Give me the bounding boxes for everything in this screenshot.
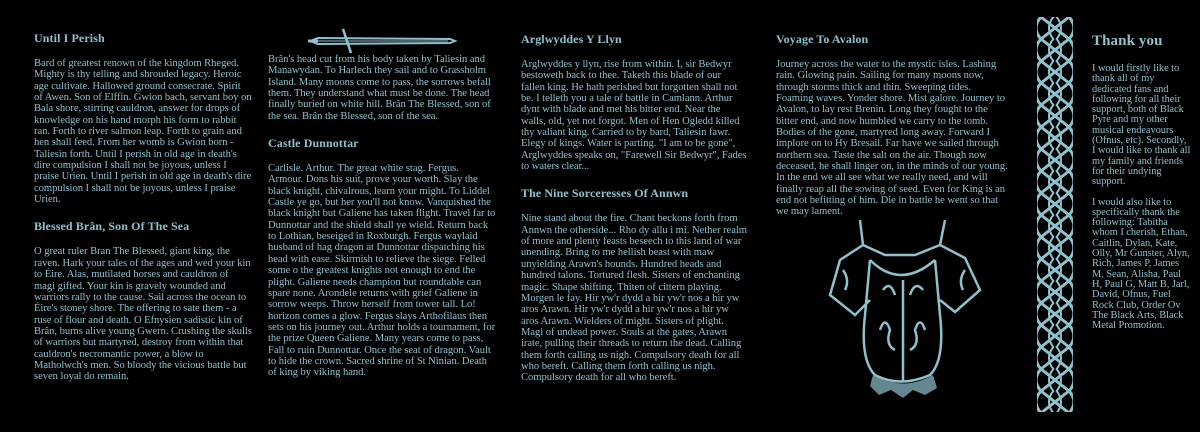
column-1 [34, 31, 252, 397]
song-title: Until I Perish [34, 31, 105, 45]
song-title: Castle Dunnottar [268, 136, 359, 151]
song-lyrics-continued: Brân's head cut from his body taken by Taliesin and Manawydan. To Harlech they sail and to Grassholm Island. Many moons come to pass, the sorrows befall them. They understand what must be done. The head finally buried on white hill. Brân The Blessed, son of the sea. Brân the Blessed, son of the sea. [268, 54, 491, 122]
song-lyrics: Carlisle. Arthur. The great white stag. Fergus. Armour. Dons his suit, prove your worth. Slay the black knight, chivalrous, learn your might. To Liddel Castle ye go, but her you'll not know. Vanquished the black knight but Galiene has taken flight. Travel far to Dunnottar and the shield shall ye wield. Return back to Lothian, beseiged in Roxburgh. Fergus waylaid husband of hag dragon at Dunnottar dispatching his head with ease. Skirmish to relieve the siege. Felled some o the greatest knights not enough to end the plight. Galiene needs champion but roundtable can spare none. Arondele returns with grief Galiene in sorrow weeps. Throw herself from tower tall. Lo! horizon comes a glow. Fergus slays Arthofilaus then sets on his journey out. Arthur holds a tournament, for the prize Queen Galiene. Many years come to pass, Fall to ruin Dunnottar. Once the seat of dragon. Vault to hide the crown. Sacred shrine of St Ninian. Death of king by viking hand. [268, 163, 496, 379]
celtic-knot-border [1037, 17, 1073, 412]
thank-you-title: Thank you [1092, 33, 1163, 49]
song-lyrics: O great ruler Bran The Blessed, giant king, the raven. Hark your tales of the ages and wed your kin to Éire. Alas, mutilated horses and cauldron of magi gifted. Your kin is gravely wounded and warriors rally to the cause. Sail across the ocean to Éire's stoney shore. The offering to sate them - a ruse of flour and death. O Efnysien sadistic kin of Brân, burns alive young Gwern. Crushing the skulls of warriors but martyred, destroy from within that cauldron's necromantic power, a blow to Matholwch's men. So bloody the vicious battle but seven loyal do remain. [34, 246, 252, 383]
sword-icon [308, 26, 458, 56]
song-title: Blessed Brân, Son Of The Sea [34, 219, 190, 234]
song-title: Voyage To Avalon [776, 32, 869, 46]
song-lyrics: Arglwyddes y llyn, rise from within. I, sir Bedwyr bestoweth back to thee. Taketh this blade of our fallen king. He hath perished but forgotten shall not be. I telleth you a tale of battle in Camlann. Arthur dynt with blade and met his bitter end. Near the walls, old, yet not forgot. Men of Hen Ogledd killed thy valiant king. Carried to by bard, Taliesin fawr. Elegy of kings. Water is parting. "I am to be gone", Arglwyddes speaks on, "Farewell Sir Bedwyr", Fades to waters clear... [521, 59, 747, 173]
song-lyrics: Journey across the water to the mystic isles. Lashing rain. Glowing pain. Sailing for many moons now, through storms thick and thin. Sweeping tides. Foaming waves. Yonder shore. Mist galore. Journey to Avalon, to lay rest Brenin. Long they fought to the bitter end, and now humbled we carry to the tomb. Bodies of the gone, martyred long away. Forward I implore on to Hy Bresail. Far have we sailed through northern sea. Taste the salt on the air. Though now deceased, he shall linger on, in the minds of our young. In the end we all see what we really need, and will finally reap all the sowing of seed. Even for King is an end not befitting of him. Die in battle he went so that we may lament. [776, 59, 1008, 218]
thank-you-names: I would also like to specifically thank the following: Tabitha whom I cherish, Ethan, Caitlin, Dylan, Kate, Olly, Mr Gunster, Alyn, Rich, James P, James M, Sean, Alisha, Paul H, Paul G, Matt B, Jarl, David, Ofnus, Fuel Rock Club, Order Ov The Black Arts, Black Metal Promotion. [1092, 196, 1190, 332]
column-3 [521, 32, 747, 398]
thank-you-column [1092, 33, 1192, 341]
song-title: The Nine Sorceresses Of Annwn [521, 186, 689, 201]
column-4 [776, 32, 1008, 232]
song-lyrics: Nine stand about the fire. Chant beckons forth from Annwn the otherside... Rho dy allu i mi. Nether realm of more and plenty feasts beseech to this land of war unending. Bring to me hellish beast with maw unyielding Arawn's hounds. Hundred heads and hundred talons. Tortured flesh. Sisters of enchanting magic. Shape shifting. Thiten of cittern playing. Morgen le fay. Hir yw'r dydd a hir yw'r nos a hir yw aros Arawn. Hir yw'r dydd a hir yw'r nos a hir yw aros Arawn. Wielders of might. Sisters of plight. Magi of undead power. Souls at the gates, Arawn irate, pulling their threads to return the dead. Calling them forth calling us nigh. Compulsory death for all who bereft. Calling them forth calling us nigh. Compulsory death for all who bereft. [521, 213, 747, 384]
armor-illustration [815, 220, 985, 405]
column-2 [268, 54, 496, 393]
song-title: Arglwyddes Y Llyn [521, 32, 622, 46]
song-lyrics: Bard of greatest renown of the kingdom Rheged. Mighty is thy telling and shrouded legacy. Heroic age cultivate. Hallowed ground consecrate. Spirit of Awen. Son of Elffin. Gwion bach, servant boy on Bala shore, stirring cauldron, answer for drops of knowledge on his hand morph his form to rabbit ran. Forth to river salmon leap. Forth to grain and hen shall feed. From her womb is Gwion born - Taliesin forth. Until I perish in old age in death's dire compulsion I shall not be joyous, unless I praise Urien. Until I perish in old age in death's dire compulsion I shall not be joyous, unless I praise Urien. [34, 58, 252, 206]
thank-you-paragraph: I would firstly like to thank all of my dedicated fans and following for all their support, both of Black Pyre and my other musical endeavours (Ofnus, etc). Secondly, I would like to thank all my family and friends for their undying support. [1092, 63, 1191, 188]
